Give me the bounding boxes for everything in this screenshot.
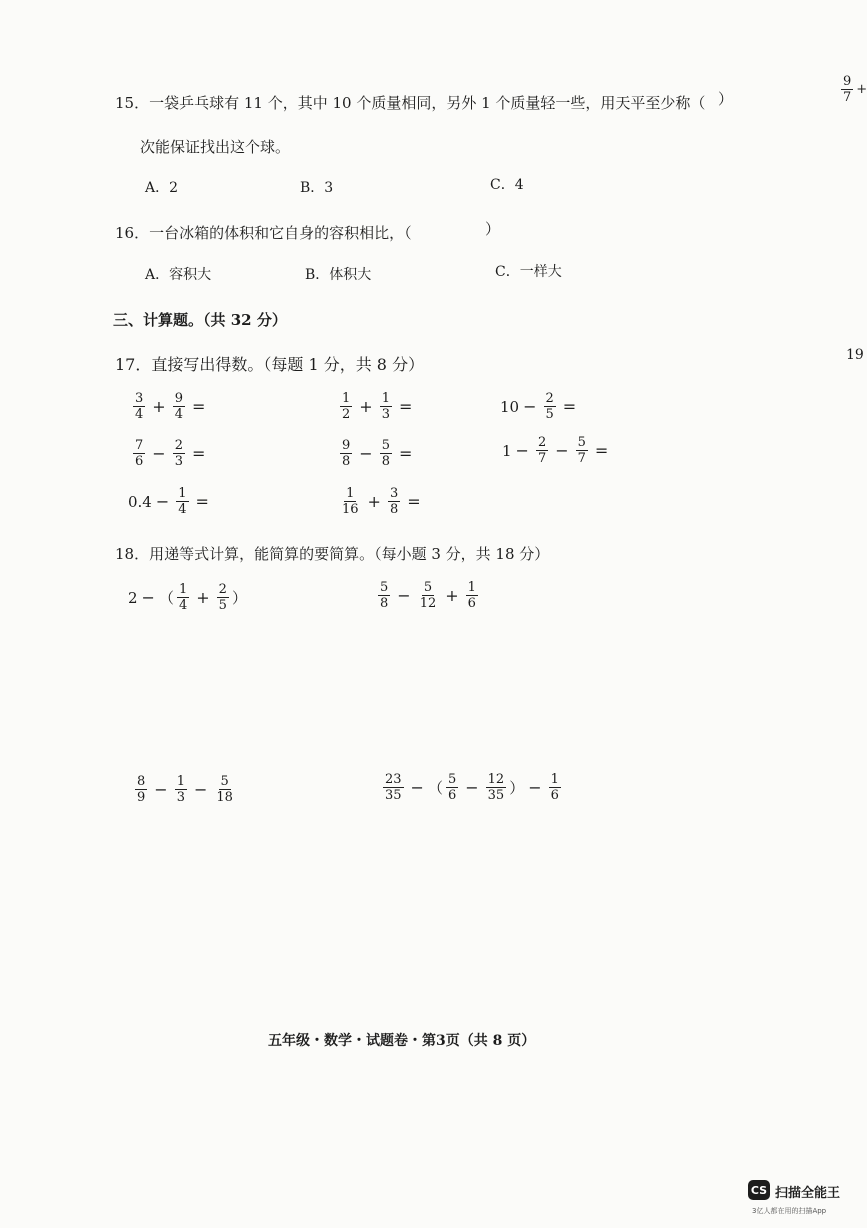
page-footer: 五年级・数学・试题卷・第3页（共 8 页） [268, 1033, 536, 1049]
q18-problem-2: $\frac{5}{8}$ − $\frac{5}{12}$ + $\frac{1}{6}$ [380, 580, 476, 611]
q16-answer-paren: ） [485, 220, 501, 238]
q15-text-line2: 次能保证找出这个球。 [140, 138, 291, 156]
q15-option-c: C．4 [490, 177, 524, 193]
q17-expr-3: 10 − $\frac{2}{5}$ = [500, 391, 577, 422]
scanner-logo-icon: CS [748, 1180, 770, 1200]
q17-expr-5: $\frac{9}{8}$ − $\frac{5}{8}$ = [342, 438, 413, 469]
q16-option-c: C．一样大 [495, 264, 562, 280]
q18-problem-4: $\frac{23}{35}$ − （ $\frac{5}{6}$ − $\frac{12}{35}$ ） − $\frac{1}{6}$ [385, 772, 559, 803]
q17-title: 17．直接写出得数。（每题 1 分，共 8 分） [115, 355, 425, 374]
margin-number: 19 [846, 347, 864, 363]
q17-expr-7: 0.4 − $\frac{1}{4}$ = [128, 486, 209, 517]
scanner-tagline: 3亿人都在用的扫描App [752, 1207, 827, 1215]
q18-problem-1: 2 − （ $\frac{1}{4}$ + $\frac{2}{5}$ ） [128, 582, 247, 613]
margin-fraction: $\frac{9}{7}$ + [843, 74, 867, 105]
q16-option-b: B．体积大 [305, 267, 372, 283]
q17-expr-6: 1 − $\frac{2}{7}$ − $\frac{5}{7}$ = [502, 435, 609, 466]
q16-text: 16．一台冰箱的体积和它自身的容积相比，（ [115, 224, 412, 242]
q15-text-line1: 15．一袋乒乓球有 11 个，其中 10 个质量相同，另外 1 个质量轻一些，用天平至少称（ [115, 94, 706, 112]
q18-problem-3: $\frac{8}{9}$ − $\frac{1}{3}$ − $\frac{5}{18}$ [137, 774, 233, 805]
section-heading: 三、计算题。（共 32 分） [113, 311, 287, 329]
q17-expr-8: $\frac{1}{16}$ + $\frac{3}{8}$ = [342, 486, 421, 517]
q15-option-b: B．3 [300, 180, 334, 196]
q17-expr-2: $\frac{1}{2}$ + $\frac{1}{3}$ = [342, 391, 413, 422]
scanner-brand-name: 扫描全能王 [775, 1186, 841, 1201]
q18-title: 18．用递等式计算，能简算的要简算。（每小题 3 分，共 18 分） [115, 545, 550, 563]
q15-option-a: A．2 [145, 180, 179, 196]
q16-option-a: A．容积大 [145, 267, 212, 283]
q17-expr-1: $\frac{3}{4}$ + $\frac{9}{4}$ = [135, 391, 206, 422]
q17-expr-4: $\frac{7}{6}$ − $\frac{2}{3}$ = [135, 438, 206, 469]
q15-answer-paren: ） [718, 90, 734, 108]
